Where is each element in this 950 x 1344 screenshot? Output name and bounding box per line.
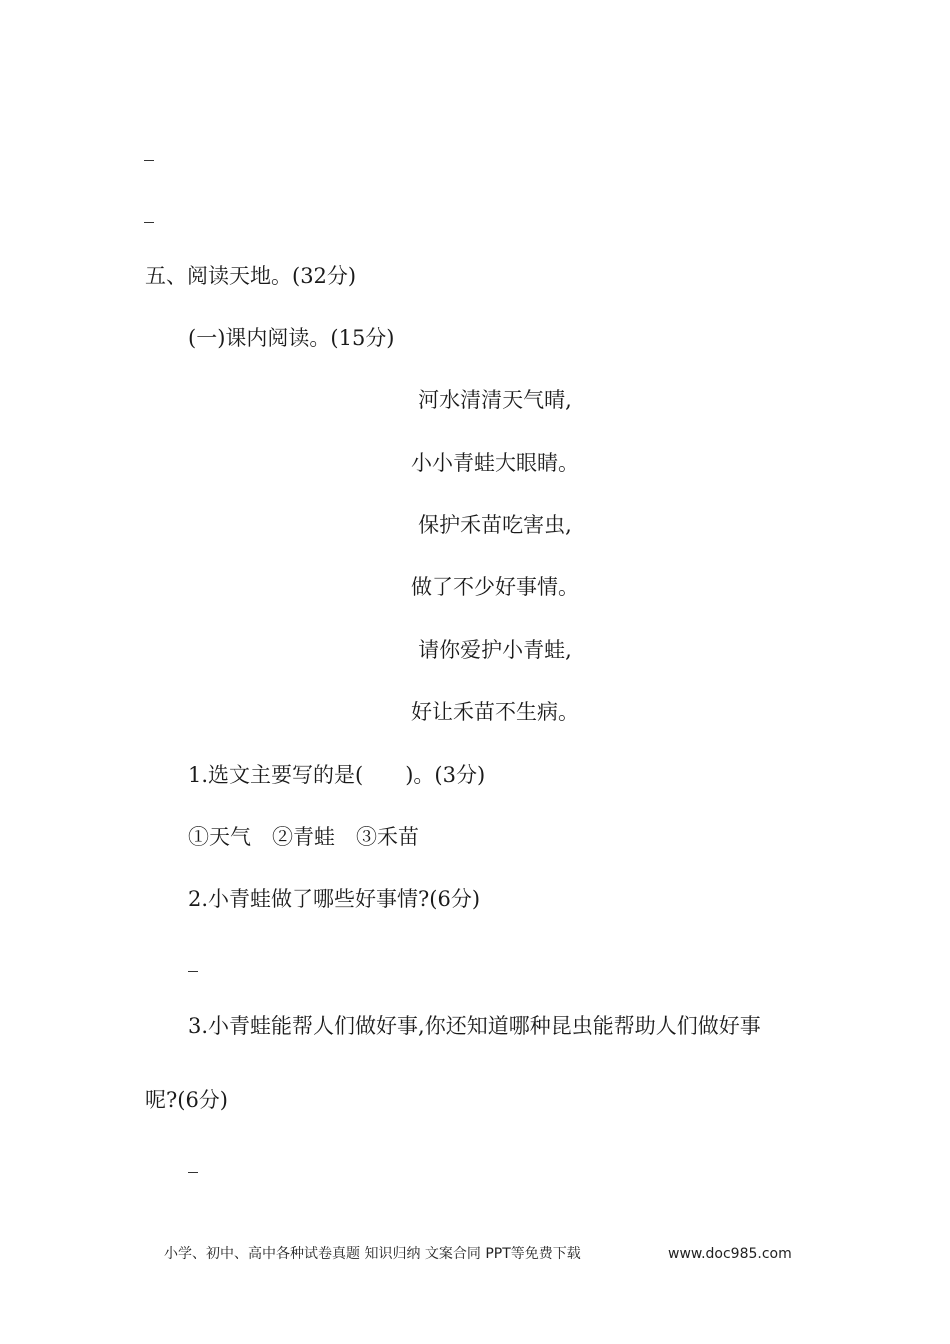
answer-blank-line[interactable]	[144, 222, 154, 223]
poem-line: 做了不少好事情。	[411, 575, 579, 599]
poem-line: 河水清清天气晴,	[418, 388, 572, 412]
answer-blank-line[interactable]	[144, 160, 154, 161]
poem-line: 请你爱护小青蛙,	[418, 638, 572, 662]
question-1-options: ①天气 ②青蛙 ③禾苗	[188, 825, 419, 849]
subsection-title: (一)课内阅读。(15分)	[188, 326, 395, 350]
poem-line: 好让禾苗不生病。	[411, 700, 579, 724]
question-1: 1.选文主要写的是( )。(3分)	[188, 763, 486, 787]
poem-line: 保护禾苗吃害虫,	[418, 513, 572, 537]
footer-text: 小学、初中、高中各种试卷真题 知识归纳 文案合同 PPT等免费下载	[164, 1246, 581, 1262]
answer-blank-line[interactable]	[188, 1172, 198, 1173]
section-title: 五、阅读天地。(32分)	[145, 264, 357, 288]
footer-link[interactable]: www.doc985.com	[668, 1246, 792, 1262]
answer-blank-line[interactable]	[188, 971, 198, 972]
question-3: 3.小青蛙能帮人们做好事,你还知道哪种昆虫能帮助人们做好事	[188, 1014, 761, 1038]
question-3-continued: 呢?(6分)	[145, 1088, 229, 1112]
question-2: 2.小青蛙做了哪些好事情?(6分)	[188, 887, 481, 911]
poem-line: 小小青蛙大眼睛。	[411, 451, 579, 475]
